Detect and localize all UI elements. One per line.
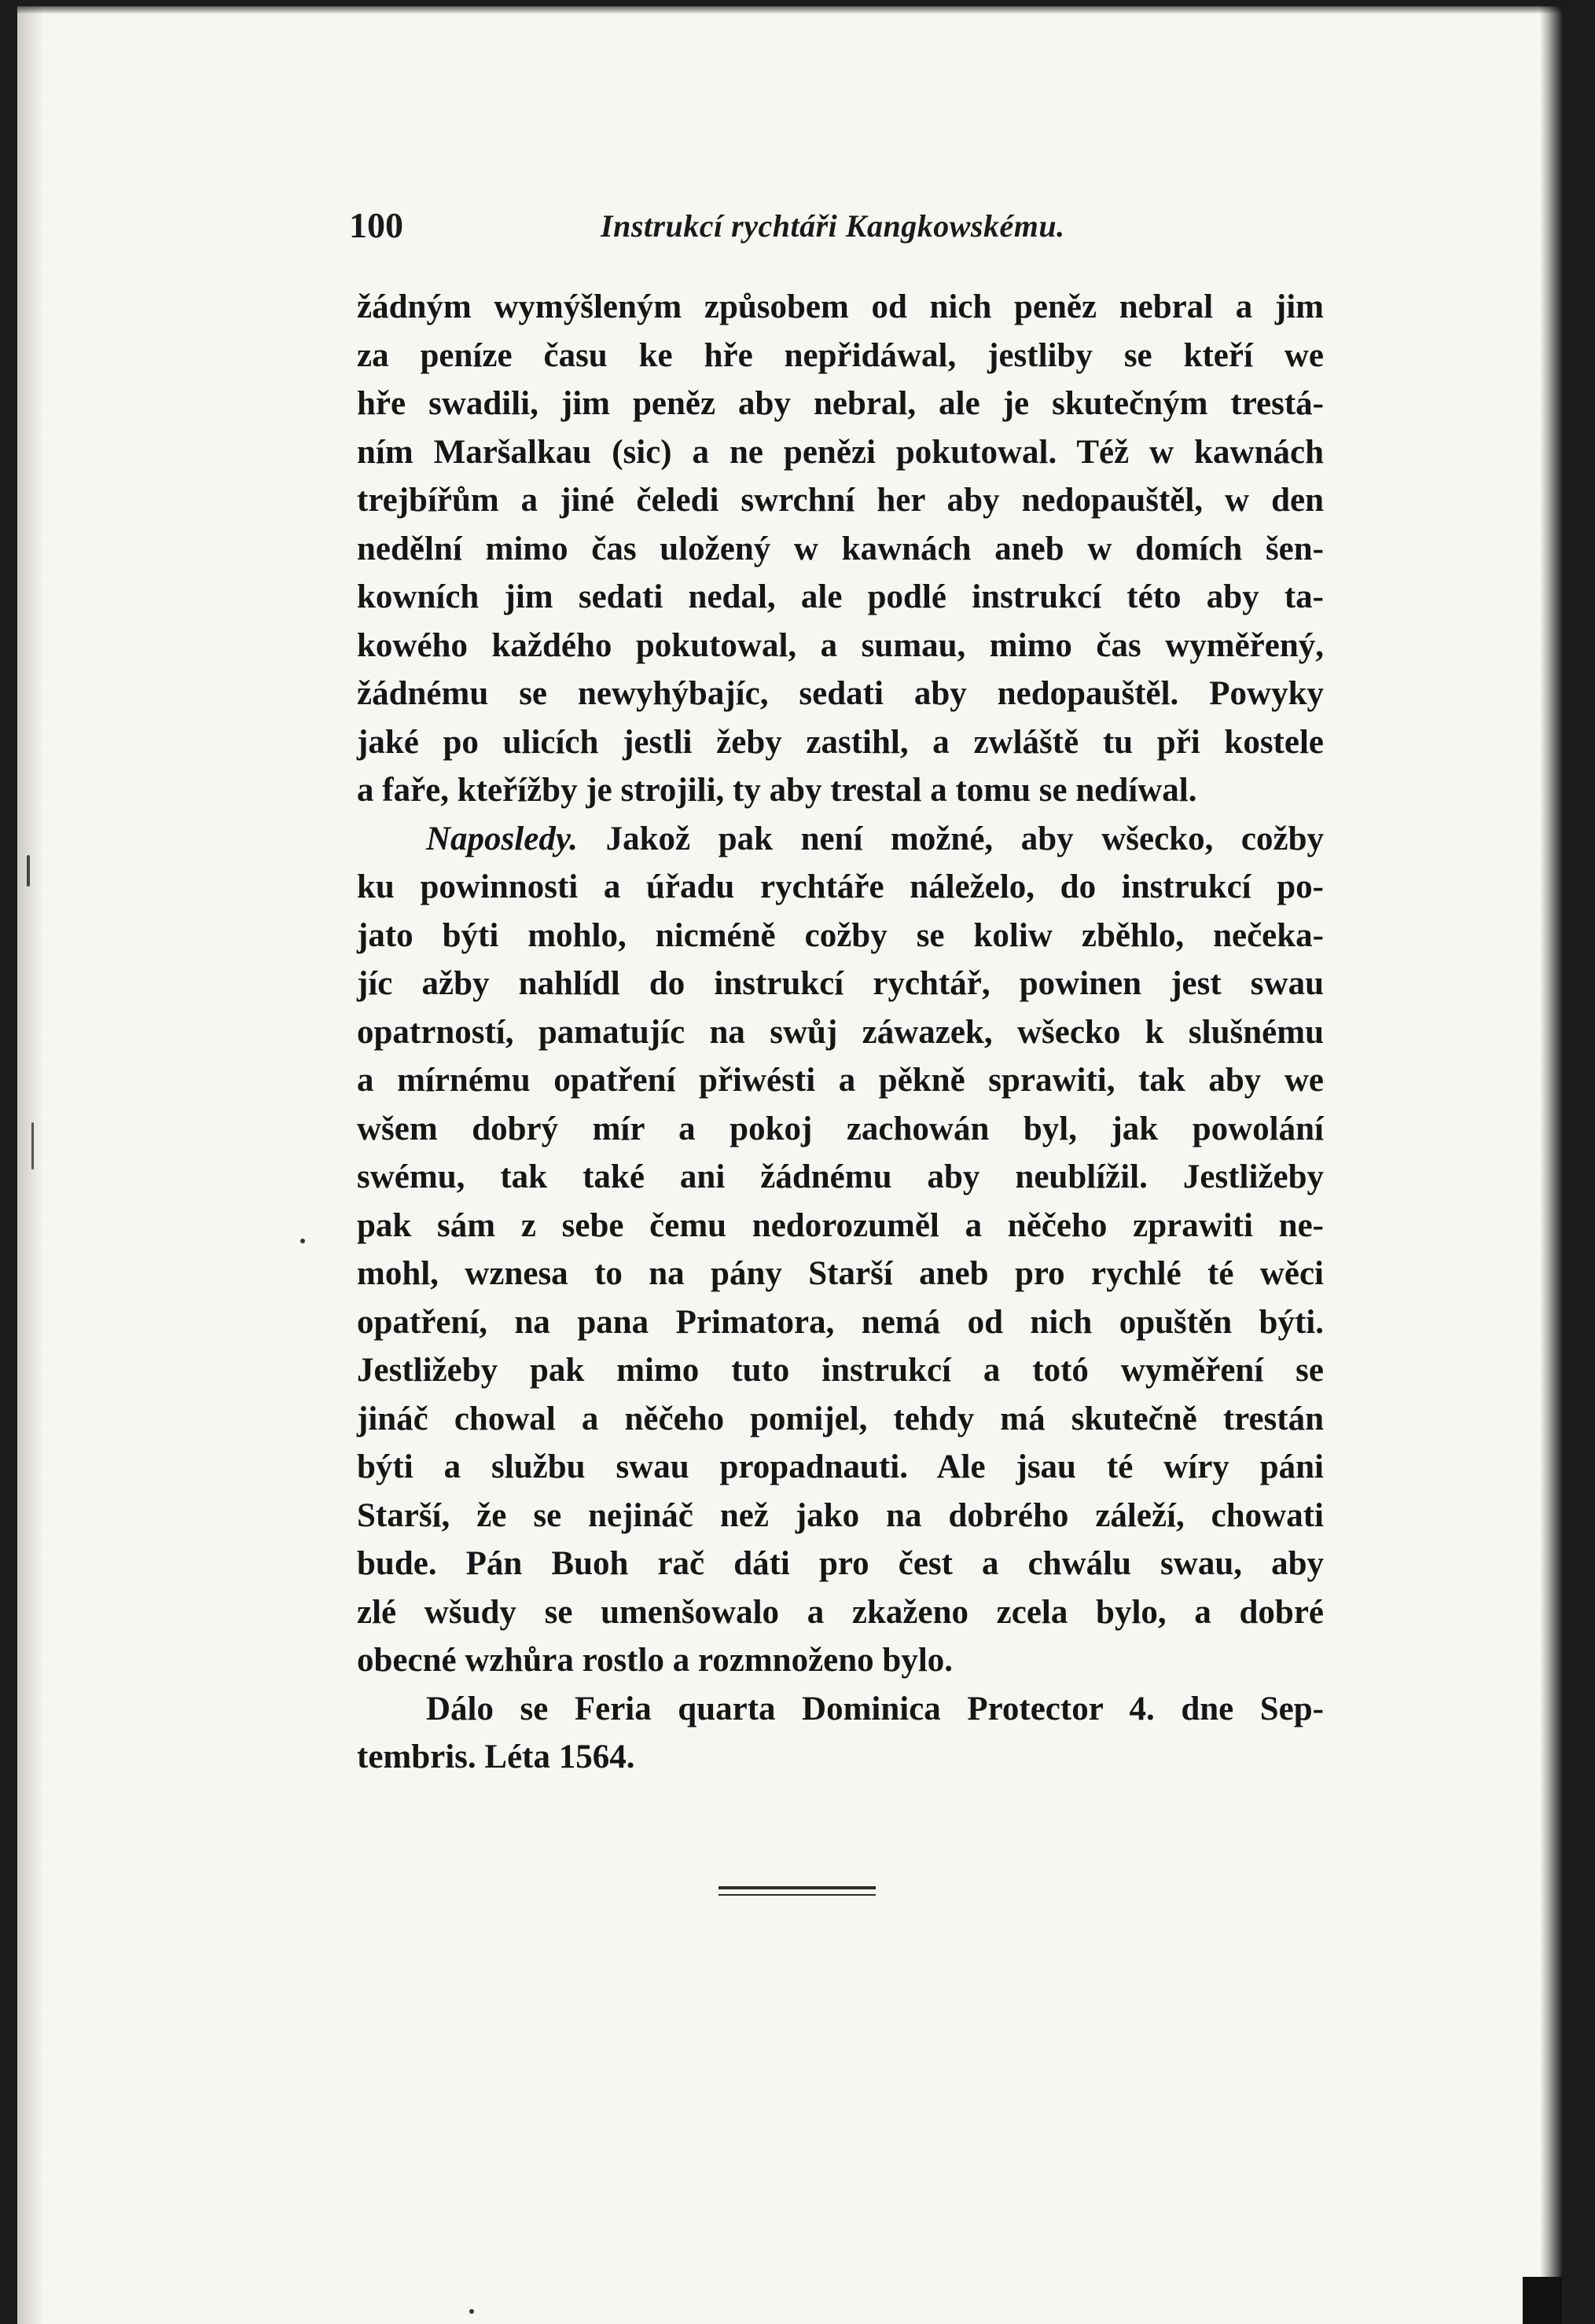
text-line: jíc ažby nahlídl do instrukcí rychtář, powinen jest swau <box>357 965 1324 1002</box>
text-line: mohl, wznesa to na pány Starší aneb pro rychlé té wěci <box>357 1255 1324 1292</box>
end-rule-thin <box>718 1894 876 1896</box>
margin-mark <box>31 1122 34 1169</box>
paragraph-2-first-line <box>357 815 1324 864</box>
text-line: bude. Pán Buoh rač dáti pro čest a chwálu swau, aby <box>357 1545 1324 1582</box>
text-line: žádnému se newyhýbajíc, sedati aby nedopauštěl. Powyky <box>357 675 1324 712</box>
text-line: a faře, kteřížby je strojili, ty aby trestal a tomu se nedíwal. <box>357 772 1197 809</box>
running-title: Instrukcí rychtáři Kangkowskému. <box>601 208 1065 244</box>
text-line: kowého každého pokutowal, a sumau, mimo čas wyměřený, <box>357 626 1324 664</box>
text-line: pak sám z sebe čemu nedorozuměl a něčeho zprawiti ne- <box>357 1206 1324 1244</box>
section-lead-naposledy: Naposledy. <box>426 820 579 857</box>
text-line: býti a službu swau propadnauti. Ale jsau té wíry páni <box>357 1448 1324 1485</box>
text-line: zlé wšudy se umenšowalo a zkaženo zcela bylo, a dobré <box>357 1593 1324 1631</box>
book-page <box>17 6 1562 2324</box>
text-line: ním Maršalkau (sic) a ne penězi pokutowal. Též w kawnách <box>357 433 1324 471</box>
margin-mark <box>27 855 30 887</box>
running-header <box>349 204 1355 251</box>
scan-right-edge <box>1540 6 1562 2324</box>
text-line: nedělní mimo čas uložený w kawnách aneb w domích šen- <box>357 530 1324 567</box>
paragraph-2-first-line-text: Jakož pak není možné, aby wšecko, cožby <box>578 820 1324 857</box>
closing-line: Dálo se Feria quarta Dominica Protector 4. dne Sep- <box>426 1690 1324 1727</box>
text-line: jaké po ulicích jestli žeby zastihl, a zwláště tu při kostele <box>357 723 1324 761</box>
text-line: jato býti mohlo, nicméně cožby se koliw zběhlo, nečeka- <box>357 916 1324 954</box>
text-line: obecné wzhůra rostlo a rozmnoženo bylo. <box>357 1642 954 1679</box>
text-line: opatrností, pamatujíc na swůj záwazek, wšecko k slušnému <box>357 1013 1324 1051</box>
binding-shadow <box>17 6 44 2324</box>
ink-speck <box>469 2309 474 2314</box>
text-line: swému, tak také ani žádnému aby neublížil. Jestližeby <box>357 1158 1324 1195</box>
text-line: jináč chowal a něčeho pomijel, tehdy má skutečně trestán <box>357 1400 1324 1437</box>
text-line: a mírnému opatření přiwésti a pěkně sprawiti, tak aby we <box>357 1062 1324 1099</box>
text-line: žádným wymýšleným způsobem od nich peněz nebral a jim <box>357 288 1324 325</box>
scan-corner <box>1523 2277 1562 2324</box>
ink-speck <box>300 1239 305 1243</box>
text-line: za peníze času ke hře nepřidáwal, jestliby se kteří we <box>357 336 1324 374</box>
end-rule-thick <box>718 1886 876 1889</box>
text-line: Jestližeby pak mimo tuto instrukcí a totó wyměření se <box>357 1352 1324 1389</box>
text-line: opatření, na pana Primatora, nemá od nich opuštěn býti. <box>357 1303 1324 1341</box>
closing-date-line: tembris. Léta 1564. <box>357 1738 635 1775</box>
text-line: hře swadili, jim peněz aby nebral, ale je skutečným trestá- <box>357 385 1324 422</box>
body-text <box>357 283 1324 1782</box>
text-line: kowních jim sedati nedal, ale podlé instrukcí této aby ta- <box>357 578 1324 615</box>
page-number: 100 <box>349 205 403 245</box>
text-line: trejbířům a jiné čeledi swrchní her aby nedopauštěl, w den <box>357 482 1324 519</box>
scan-top-edge <box>17 6 1562 14</box>
text-line: wšem dobrý mír a pokoj zachowán byl, jak powolání <box>357 1110 1324 1147</box>
text-line: Starší, že se nejináč než jako na dobrého záleží, chowati <box>357 1496 1324 1534</box>
text-line: ku powinnosti a úřadu rychtáře náleželo, do instrukcí po- <box>357 868 1324 905</box>
